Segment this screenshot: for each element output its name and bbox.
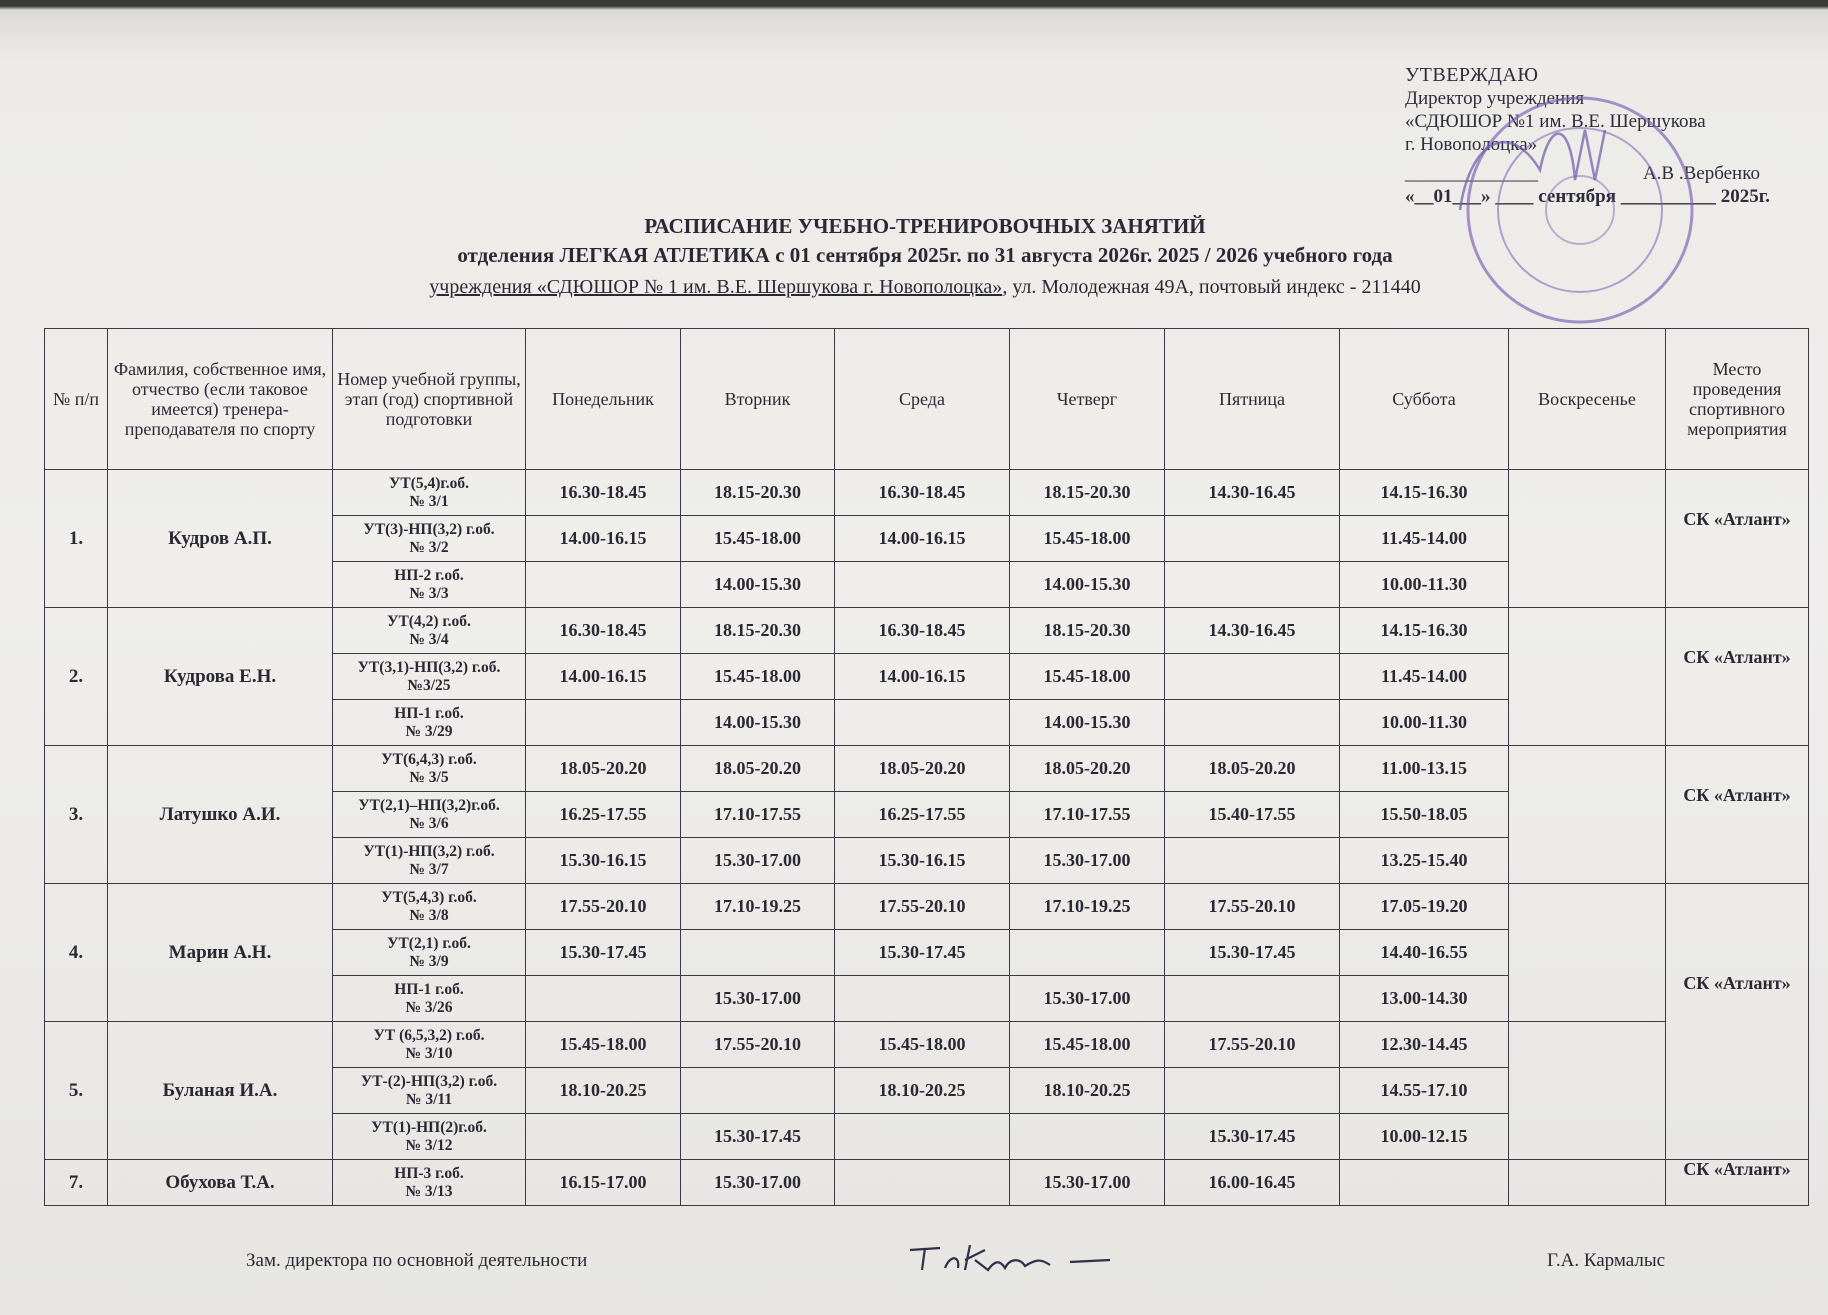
group-cell xyxy=(333,930,526,976)
time-cell: 10.00-11.30 xyxy=(1340,700,1509,746)
institution-address: , ул. Молодежная 49А, почтовый индекс - 211440 xyxy=(1002,276,1421,298)
time-cell: 11.45-14.00 xyxy=(1340,516,1509,562)
time-cell xyxy=(1340,1160,1509,1206)
time-cell: 14.00-15.30 xyxy=(681,562,835,608)
time-cell xyxy=(1165,516,1340,562)
approval-line: Директор учреждения xyxy=(1405,88,1585,109)
time-cell: 15.45-18.00 xyxy=(1010,654,1165,700)
institution-name: учреждения «СДЮШОР № 1 им. В.Е. Шершукова г. Новополоцка» xyxy=(429,276,1003,298)
approval-signer: А.В .Вербенко xyxy=(1642,163,1760,184)
time-cell: 14.00-15.30 xyxy=(1010,562,1165,608)
group-cell xyxy=(333,654,526,700)
time-cell: 16.25-17.55 xyxy=(526,792,681,838)
schedule-table xyxy=(44,328,1809,1206)
time-cell: 10.00-11.30 xyxy=(1340,562,1509,608)
time-cell: 18.05-20.20 xyxy=(1010,746,1165,792)
time-cell: 15.30-16.15 xyxy=(526,838,681,884)
coach-name: Кудрова Е.Н. xyxy=(108,608,333,746)
table-header-row xyxy=(45,329,1809,470)
group-number: № 3/8 xyxy=(409,906,449,924)
time-cell: 16.30-18.45 xyxy=(526,470,681,516)
time-cell: 14.55-17.10 xyxy=(1340,1068,1509,1114)
coach-name: Обухова Т.А. xyxy=(108,1160,333,1206)
column-header: Номер учебной группы, этап (год) спортивной подготовки xyxy=(333,329,526,470)
column-header: Суббота xyxy=(1340,329,1509,470)
coach-name: Марин А.Н. xyxy=(108,884,333,1022)
time-cell xyxy=(1165,838,1340,884)
footer-name: Г.А. Кармалыс xyxy=(1547,1250,1666,1271)
group-name: УТ(2,1)–НП(3,2)г.об. xyxy=(358,796,500,814)
time-cell: 17.10-17.55 xyxy=(1010,792,1165,838)
table-row xyxy=(45,884,1809,930)
group-name: УТ(3)-НП(3,2) г.об. xyxy=(363,520,495,538)
group-cell xyxy=(333,470,526,516)
time-cell: 14.00-16.15 xyxy=(526,654,681,700)
row-number: 4. xyxy=(45,884,108,1022)
group-cell xyxy=(333,1022,526,1068)
approval-date-month: сентября xyxy=(1538,186,1616,207)
row-number: 3. xyxy=(45,746,108,884)
group-name: УТ(3,1)-НП(3,2) г.об. xyxy=(357,658,501,676)
place-cell: СК «Атлант» xyxy=(1666,1160,1809,1206)
group-number: № 3/6 xyxy=(409,814,449,832)
time-cell xyxy=(835,1114,1010,1160)
place-cell: СК «Атлант» xyxy=(1666,608,1809,746)
time-cell: 18.10-20.25 xyxy=(526,1068,681,1114)
time-cell: 15.30-17.45 xyxy=(526,930,681,976)
group-number: № 3/9 xyxy=(409,952,449,970)
time-cell xyxy=(1165,976,1340,1022)
group-cell xyxy=(333,884,526,930)
approval-line: «СДЮШОР №1 им. В.Е. Шершукова xyxy=(1405,111,1706,132)
time-cell: 14.15-16.30 xyxy=(1340,608,1509,654)
time-cell: 14.40-16.55 xyxy=(1340,930,1509,976)
time-cell: 16.25-17.55 xyxy=(835,792,1010,838)
group-name: НП-1 г.об. xyxy=(394,980,464,998)
time-cell: 15.30-17.00 xyxy=(1010,838,1165,884)
time-cell xyxy=(835,562,1010,608)
time-cell: 15.45-18.00 xyxy=(681,654,835,700)
table-row xyxy=(45,608,1809,654)
time-cell: 15.30-17.00 xyxy=(681,838,835,884)
time-cell: 15.45-18.00 xyxy=(835,1022,1010,1068)
document-title: РАСПИСАНИЕ УЧЕБНО-ТРЕНИРОВОЧНЫХ ЗАНЯТИЙ xyxy=(644,214,1206,238)
time-cell xyxy=(526,1114,681,1160)
table-row xyxy=(45,746,1809,792)
time-cell: 15.30-17.45 xyxy=(1165,930,1340,976)
group-number: № 3/2 xyxy=(409,538,449,556)
group-name: УТ(2,1) г.об. xyxy=(387,934,471,952)
time-cell: 16.00-16.45 xyxy=(1165,1160,1340,1206)
time-cell: 15.45-18.00 xyxy=(526,1022,681,1068)
coach-name: Латушко А.И. xyxy=(108,746,333,884)
group-name: УТ (6,5,3,2) г.об. xyxy=(373,1026,485,1044)
time-cell: 17.05-19.20 xyxy=(1340,884,1509,930)
group-cell xyxy=(333,746,526,792)
time-cell xyxy=(1010,1114,1165,1160)
row-number: 1. xyxy=(45,470,108,608)
group-cell xyxy=(333,1068,526,1114)
time-cell xyxy=(681,930,835,976)
group-name: УТ(1)-НП(3,2) г.об. xyxy=(363,842,495,860)
group-name: УТ(4,2) г.об. xyxy=(387,612,471,630)
group-cell xyxy=(333,516,526,562)
time-cell xyxy=(1165,562,1340,608)
time-cell: 17.55-20.10 xyxy=(1165,884,1340,930)
time-cell: 14.00-16.15 xyxy=(526,516,681,562)
time-cell: 18.05-20.20 xyxy=(681,746,835,792)
time-cell xyxy=(1010,930,1165,976)
time-cell: 14.00-16.15 xyxy=(835,654,1010,700)
group-name: УТ(6,4,3) г.об. xyxy=(381,750,477,768)
group-cell xyxy=(333,700,526,746)
column-header: Вторник xyxy=(681,329,835,470)
time-cell: 15.30-17.00 xyxy=(681,1160,835,1206)
time-cell: 17.55-20.10 xyxy=(681,1022,835,1068)
group-name: НП-3 г.об. xyxy=(394,1164,464,1182)
time-cell: 13.00-14.30 xyxy=(1340,976,1509,1022)
time-cell: 14.30-16.45 xyxy=(1165,470,1340,516)
time-cell: 15.30-17.00 xyxy=(681,976,835,1022)
time-cell: 17.10-19.25 xyxy=(681,884,835,930)
time-cell: 16.30-18.45 xyxy=(835,470,1010,516)
time-cell: 17.55-20.10 xyxy=(1165,1022,1340,1068)
time-cell xyxy=(835,700,1010,746)
group-cell xyxy=(333,838,526,884)
column-header: Пятница xyxy=(1165,329,1340,470)
place-cell: СК «Атлант» xyxy=(1666,746,1809,884)
sunday-cell xyxy=(1509,1160,1666,1206)
group-cell xyxy=(333,608,526,654)
time-cell: 17.10-17.55 xyxy=(681,792,835,838)
row-number: 5. xyxy=(45,1022,108,1160)
sunday-cell xyxy=(1509,884,1666,1022)
time-cell: 15.30-17.45 xyxy=(1165,1114,1340,1160)
time-cell: 17.55-20.10 xyxy=(835,884,1010,930)
time-cell: 14.00-15.30 xyxy=(1010,700,1165,746)
column-header: № п/п xyxy=(45,329,108,470)
coach-name: Буланая И.А. xyxy=(108,1022,333,1160)
time-cell xyxy=(1165,654,1340,700)
time-cell: 10.00-12.15 xyxy=(1340,1114,1509,1160)
time-cell: 16.30-18.45 xyxy=(526,608,681,654)
time-cell: 11.00-13.15 xyxy=(1340,746,1509,792)
approval-block: УТВЕРЖДАЮ Директор учреждения «СДЮШОР №1 им. В.Е. Шершукова г. Новополоцка» ______________ А.В .Вербенко «__01___» ____ сентября __________ 2025г. xyxy=(1405,64,1770,207)
approval-date-day: «__01___» xyxy=(1405,186,1491,207)
time-cell: 18.15-20.30 xyxy=(1010,608,1165,654)
group-name: УТ-(2)-НП(3,2) г.об. xyxy=(360,1072,498,1090)
sunday-cell xyxy=(1509,608,1666,746)
time-cell: 15.30-17.45 xyxy=(681,1114,835,1160)
column-header: Воскресенье xyxy=(1509,329,1666,470)
column-header: Понедельник xyxy=(526,329,681,470)
time-cell xyxy=(526,976,681,1022)
time-cell: 15.30-17.45 xyxy=(835,930,1010,976)
time-cell: 13.25-15.40 xyxy=(1340,838,1509,884)
table-row xyxy=(45,1160,1809,1206)
time-cell: 18.15-20.30 xyxy=(681,470,835,516)
row-number: 7. xyxy=(45,1160,108,1206)
time-cell: 14.00-15.30 xyxy=(681,700,835,746)
column-header: Среда xyxy=(835,329,1010,470)
approval-date-year: 2025г. xyxy=(1720,186,1770,207)
time-cell xyxy=(835,976,1010,1022)
row-number: 2. xyxy=(45,608,108,746)
time-cell: 17.10-19.25 xyxy=(1010,884,1165,930)
sunday-cell xyxy=(1509,746,1666,884)
group-number: № 3/1 xyxy=(409,492,449,510)
group-name: УТ(1)-НП(2)г.об. xyxy=(371,1118,487,1136)
column-header: Фамилия, собственное имя, отчество (если таковое имеется) тренера-преподавателя по спорту xyxy=(108,329,333,470)
footer-position: Зам. директора по основной деятельности xyxy=(246,1250,588,1271)
coach-name: Кудров А.П. xyxy=(108,470,333,608)
group-number: № 3/10 xyxy=(405,1044,453,1062)
time-cell: 15.45-18.00 xyxy=(681,516,835,562)
time-cell: 18.05-20.20 xyxy=(526,746,681,792)
time-cell: 18.10-20.25 xyxy=(1010,1068,1165,1114)
approval-line: г. Новополоцка» xyxy=(1405,134,1538,155)
group-cell xyxy=(333,1114,526,1160)
time-cell: 14.30-16.45 xyxy=(1165,608,1340,654)
group-number: № 3/7 xyxy=(409,860,449,878)
time-cell xyxy=(1165,700,1340,746)
place-cell: СК «Атлант» xyxy=(1666,884,1809,1160)
sunday-cell xyxy=(1509,470,1666,608)
approval-heading: УТВЕРЖДАЮ xyxy=(1405,64,1539,86)
group-number: № 3/12 xyxy=(405,1136,453,1154)
time-cell xyxy=(681,1068,835,1114)
time-cell: 15.30-17.00 xyxy=(1010,976,1165,1022)
time-cell: 14.00-16.15 xyxy=(835,516,1010,562)
time-cell: 17.55-20.10 xyxy=(526,884,681,930)
time-cell: 15.50-18.05 xyxy=(1340,792,1509,838)
document-subtitle: отделения ЛЕГКАЯ АТЛЕТИКА с 01 сентября 2025г. по 31 августа 2026г. 2025 / 2026 учебного года xyxy=(457,243,1393,267)
group-name: УТ(5,4,3) г.об. xyxy=(381,888,477,906)
time-cell: 11.45-14.00 xyxy=(1340,654,1509,700)
time-cell: 16.15-17.00 xyxy=(526,1160,681,1206)
group-number: № 3/26 xyxy=(405,998,453,1016)
table-row xyxy=(45,1022,1809,1068)
place-cell: СК «Атлант» xyxy=(1666,470,1809,608)
time-cell xyxy=(835,1160,1010,1206)
time-cell: 14.15-16.30 xyxy=(1340,470,1509,516)
time-cell xyxy=(526,562,681,608)
signature-icon xyxy=(900,1230,1140,1280)
time-cell: 18.10-20.25 xyxy=(835,1068,1010,1114)
column-header: Место проведения спортивного мероприятия xyxy=(1666,329,1809,470)
sunday-cell xyxy=(1509,1022,1666,1160)
group-name: УТ(5,4)г.об. xyxy=(389,474,469,492)
time-cell xyxy=(1165,1068,1340,1114)
time-cell: 15.45-18.00 xyxy=(1010,516,1165,562)
group-cell xyxy=(333,1160,526,1206)
time-cell: 18.05-20.20 xyxy=(1165,746,1340,792)
time-cell: 18.15-20.30 xyxy=(1010,470,1165,516)
time-cell: 15.40-17.55 xyxy=(1165,792,1340,838)
group-number: № 3/4 xyxy=(409,630,449,648)
group-number: № 3/3 xyxy=(409,584,449,602)
time-cell: 15.45-18.00 xyxy=(1010,1022,1165,1068)
group-number: № 3/29 xyxy=(405,722,453,740)
group-number: №3/25 xyxy=(407,676,451,694)
group-cell xyxy=(333,562,526,608)
time-cell: 16.30-18.45 xyxy=(835,608,1010,654)
time-cell: 15.30-17.00 xyxy=(1010,1160,1165,1206)
group-cell xyxy=(333,976,526,1022)
time-cell: 12.30-14.45 xyxy=(1340,1022,1509,1068)
column-header: Четверг xyxy=(1010,329,1165,470)
group-cell xyxy=(333,792,526,838)
group-number: № 3/11 xyxy=(405,1090,453,1108)
time-cell xyxy=(526,700,681,746)
time-cell: 18.15-20.30 xyxy=(681,608,835,654)
time-cell: 18.05-20.20 xyxy=(835,746,1010,792)
group-name: НП-2 г.об. xyxy=(394,566,464,584)
institution-line xyxy=(300,276,1550,299)
group-number: № 3/5 xyxy=(409,768,449,786)
table-row xyxy=(45,470,1809,516)
group-name: НП-1 г.об. xyxy=(394,704,464,722)
group-number: № 3/13 xyxy=(405,1182,453,1200)
time-cell: 15.30-16.15 xyxy=(835,838,1010,884)
